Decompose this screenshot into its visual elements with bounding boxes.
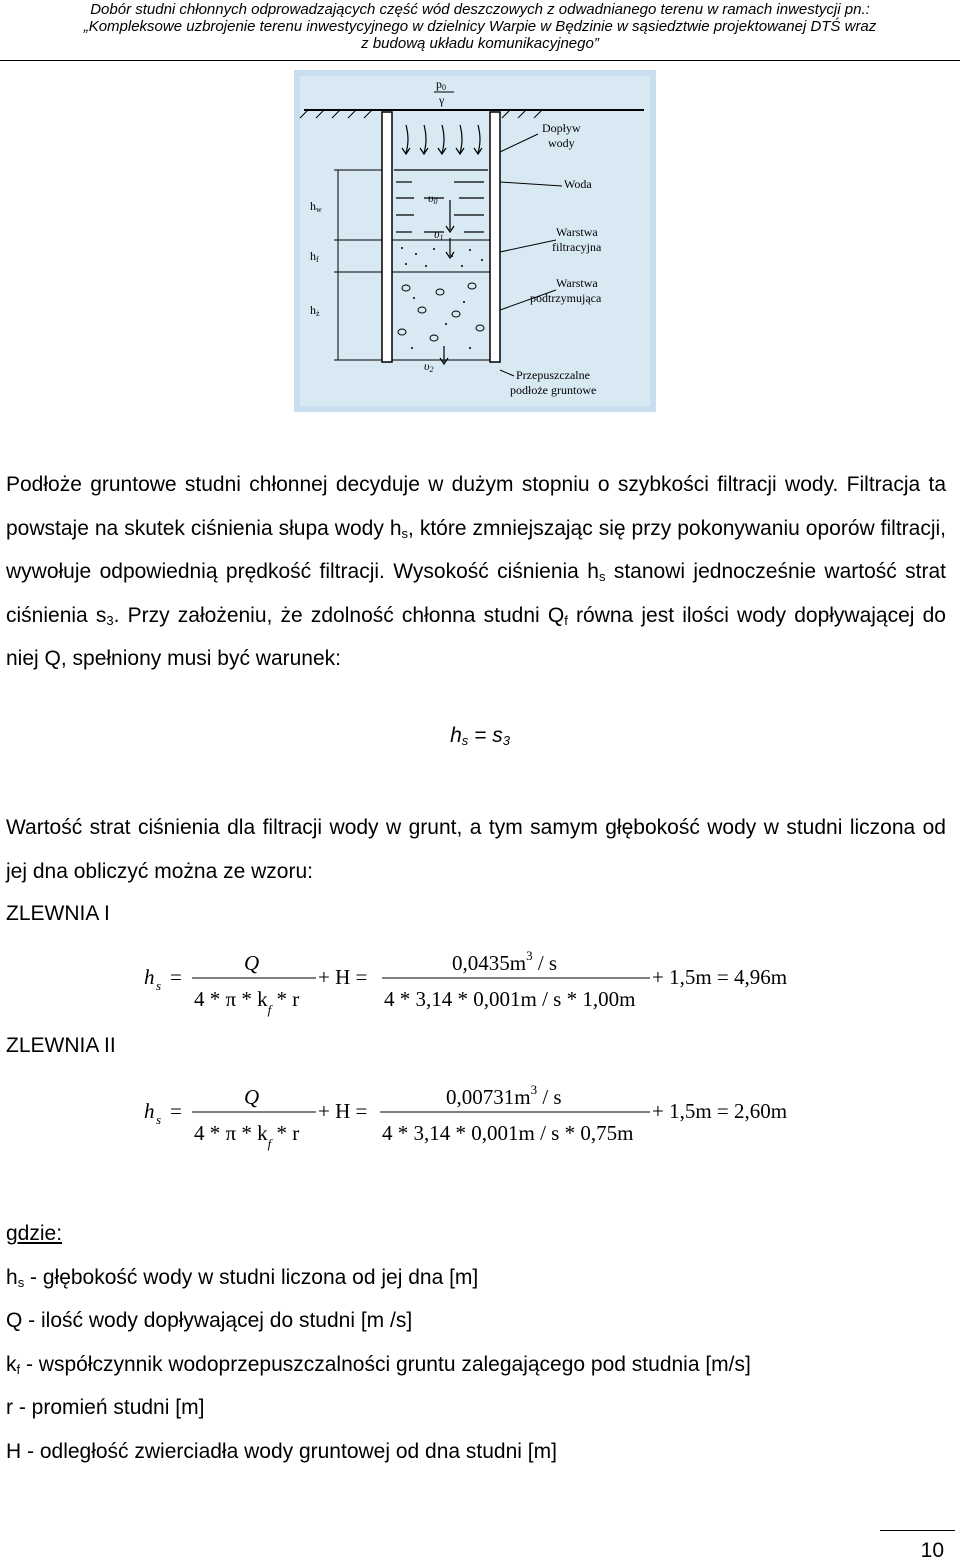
svg-text:h: h: [144, 965, 155, 989]
figure-label-hf: hf: [310, 249, 319, 264]
zlewnia-1-label: ZLEWNIA I: [6, 902, 110, 925]
svg-text:Q: Q: [244, 951, 260, 975]
definitions-title: gdzie:: [6, 1222, 63, 1245]
figure-label-support-layer: podtrzymująca: [530, 291, 602, 305]
figure-label-permeable: Przepuszczalne: [516, 368, 590, 382]
svg-text:=: =: [170, 1099, 182, 1123]
figure-label-water: Woda: [564, 177, 592, 191]
zlewnia-1-den1: 4 * π * $k_f$ * r: [194, 987, 300, 1017]
paragraph-filtration: Podłoże gruntowe studni chłonnej decyduje w dużym stopniu o szybkości filtracji wody. Filtracja ta powstaje na skutek ciśnienia słupa wody $h_s$, które zmniejszając się przy pokonywaniu oporów filtracji, wywołuje odpowiednią prędkość filtracji. Wysokość ciśnienia $h_s$ stanowi jednocześnie wartość strat ciśnienia $s_3$. Przy założeniu, że zdolność chłonna studni $Q_f$ równa jest ilości wody dopływającej do niej Q, spełniony musi być warunek:: [6, 473, 947, 670]
zlewnia-2-label: ZLEWNIA II: [6, 1034, 116, 1057]
figure-label-water-flow: wody: [548, 136, 575, 150]
header-line-2: „Kompleksowe uzbrojenie terenu inwestycyjnego w dzielnicy Warpie w Będzinie w sąsiedztwie projektowanej DTŚ wraz: [83, 18, 877, 35]
svg-text:+ 1,5m = 2,60m: + 1,5m = 2,60m: [652, 1099, 788, 1123]
definition-item: H - odległość zwierciadła wody gruntowej od dna studni [m]: [6, 1439, 557, 1463]
page-number: 10: [920, 1539, 944, 1562]
figure-label-layer-2: Warstwa: [556, 276, 598, 290]
figure-label-inflow: Dopływ: [542, 121, 581, 135]
well-cross-section-figure: [294, 70, 656, 412]
page-number-rule: [880, 1530, 955, 1531]
header-line-1: Dobór studni chłonnych odprowadzających część wód deszczowych z odwadnianego terenu w ramach inwestycji pn.:: [90, 1, 870, 18]
svg-text:h: h: [144, 1099, 155, 1123]
header-line-3: z budową układu komunikacyjnego”: [361, 35, 599, 52]
zlewnia-1-num2: $0,0435m^3$ / s: [452, 948, 558, 975]
figure-label-v2: υ2: [424, 359, 434, 374]
svg-text:4 * 3,14 * 0,001m / s * 0,75m: 4 * 3,14 * 0,001m / s * 0,75m: [382, 1121, 634, 1145]
svg-text:+ H =: + H =: [318, 965, 368, 989]
figure-label-hw: hw: [310, 199, 322, 214]
svg-text:+ H =: + H =: [318, 1099, 368, 1123]
zlewnia-2-formula: [140, 1074, 820, 1154]
condition-formula: $h_s = s_3$: [450, 724, 510, 748]
definition-item: r - promień studni [m]: [6, 1396, 205, 1419]
svg-text:=: =: [170, 965, 182, 989]
zlewnia-1-formula: [140, 940, 820, 1020]
zlewnia-2-den1: 4 * π * $k_f$ * r: [194, 1121, 300, 1151]
zlewnia-2-num2: $0,00731m^3$ / s: [446, 1082, 562, 1109]
svg-text:Q: Q: [244, 1085, 260, 1109]
paragraph-loss: Wartość strat ciśnienia dla filtracji wody w grunt, a tym samym głębokość wody w studni liczona od jej dna obliczyć można ze wzoru:: [6, 816, 946, 883]
figure-label-hz: hż: [310, 303, 320, 318]
definitions-list: [6, 1212, 751, 1473]
svg-text:4 * 3,14 * 0,001m / s * 1,00m: 4 * 3,14 * 0,001m / s * 1,00m: [384, 987, 636, 1011]
definition-item: $h_s$ - głębokość wody w studni liczona od jej dna [m]: [6, 1265, 479, 1290]
figure-top-label: p0: [436, 77, 446, 92]
svg-text:+ 1,5m = 4,96m: + 1,5m = 4,96m: [652, 965, 788, 989]
figure-top-label-den: γ: [439, 93, 445, 107]
figure-label-layer-1: Warstwa: [556, 225, 598, 239]
figure-label-filter-layer: filtracyjna: [552, 240, 602, 254]
figure-label-subsoil: podłoże gruntowe: [510, 383, 597, 397]
svg-text:s: s: [156, 1112, 162, 1127]
definition-item: $k_f$ - współczynnik wodoprzepuszczalności gruntu zalegającego pod studnia [m/s]: [6, 1352, 751, 1377]
page-header: [0, 0, 960, 61]
figure-label-v0: υ0: [428, 191, 438, 206]
figure-label-v1: υ1: [434, 227, 444, 242]
definition-item: Q - ilość wody dopływającej do studni [m /s]: [6, 1309, 413, 1332]
svg-text:s: s: [156, 978, 162, 993]
